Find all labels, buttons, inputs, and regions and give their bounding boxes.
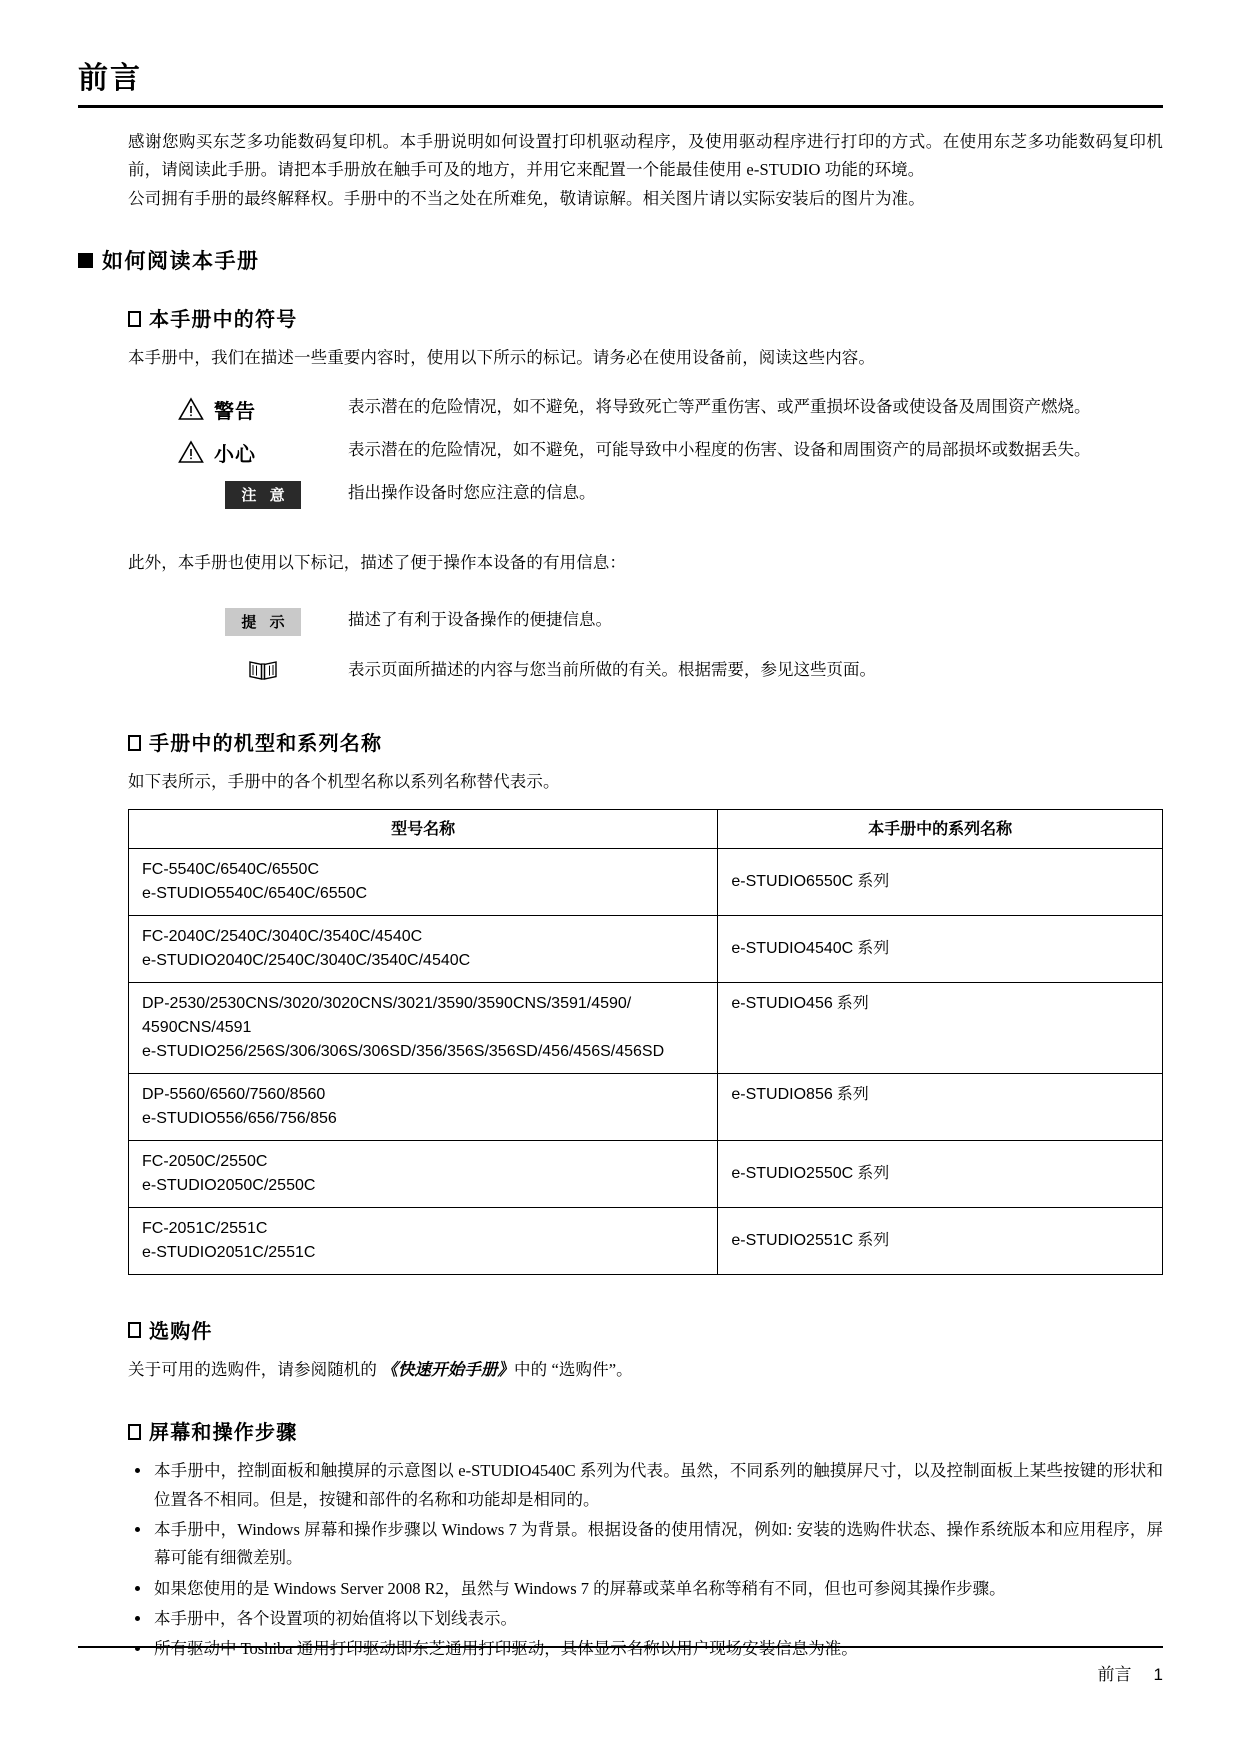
warning-description: 表示潜在的危险情况，如不避免，将导致死亡等严重伤害、或严重损坏设备或使设备及周围资产燃烧。 — [348, 396, 1091, 416]
model-line: e-STUDIO5540C/6540C/6550C — [142, 884, 368, 902]
models-table-body — [129, 848, 1163, 1274]
table-row — [129, 982, 1163, 1073]
warning-label: 警告 — [214, 398, 256, 423]
model-names-cell — [129, 1073, 718, 1140]
subsection-heading-models — [128, 727, 1163, 756]
section-heading-label: 如何阅读本手册 — [102, 249, 260, 274]
table-row — [129, 1140, 1163, 1207]
series-name: e-STUDIO856 — [731, 1085, 833, 1103]
model-line: FC-2050C/2550C — [142, 1152, 268, 1170]
warning-triangle-icon — [178, 397, 204, 421]
footer-label: 前言 — [1097, 1665, 1132, 1684]
model-line: FC-5540C/6540C/6550C — [142, 860, 319, 878]
series-suffix: 系列 — [832, 1085, 869, 1103]
model-names-cell — [129, 1140, 718, 1207]
tip-description: 描述了有利于设备操作的便捷信息。 — [348, 609, 612, 629]
symbols-extra-intro: 此外，本手册也使用以下标记，描述了便于操作本设备的有用信息： — [128, 553, 626, 573]
model-names-cell — [129, 915, 718, 982]
reference-description: 表示页面所描述的内容与您当前所做的有关。根据需要，参见这些页面。 — [348, 660, 876, 680]
options-text — [128, 1356, 1163, 1384]
model-line: DP-2530/2530CNS/3020/3020CNS/3021/3590/3590CNS/3591/4590/ — [142, 994, 632, 1012]
intro-block — [128, 128, 1163, 213]
subsection-heading-symbols — [128, 303, 1163, 332]
series-suffix: 系列 — [853, 939, 890, 957]
model-line: e-STUDIO556/656/756/856 — [142, 1109, 337, 1127]
series-name-cell — [718, 1073, 1163, 1140]
series-name-cell — [718, 1207, 1163, 1274]
options-text-after: 中的 “选购件”。 — [514, 1359, 633, 1379]
series-suffix: 系列 — [853, 1231, 890, 1249]
subsection-heading-label: 选购件 — [149, 1318, 213, 1343]
model-line: e-STUDIO256/256S/306/306S/306SD/356/356S/356SD/456/456S/456SD — [142, 1042, 665, 1060]
outline-box-icon — [128, 1424, 141, 1440]
series-name: e-STUDIO4540C — [731, 939, 854, 957]
model-line: DP-5560/6560/7560/8560 — [142, 1085, 326, 1103]
model-names-cell — [129, 1207, 718, 1274]
series-suffix: 系列 — [853, 1164, 890, 1182]
screens-section — [128, 1416, 1163, 1664]
model-line: e-STUDIO2050C/2550C — [142, 1176, 316, 1194]
series-name: e-STUDIO6550C — [731, 872, 854, 890]
series-suffix: 系列 — [853, 872, 890, 890]
page-content — [78, 112, 1163, 1666]
model-line: FC-2051C/2551C — [142, 1219, 268, 1237]
list-item: 所有驱动中 Toshiba 通用打印驱动即东芝通用打印驱动，具体显示名称以用户现场安装信息为准。 — [128, 1635, 1163, 1663]
series-name-cell — [718, 915, 1163, 982]
table-row — [129, 915, 1163, 982]
model-names-cell — [129, 848, 718, 915]
model-line: e-STUDIO2051C/2551C — [142, 1243, 316, 1261]
symbols-section — [128, 303, 1163, 687]
symbol-row-reference — [178, 656, 1163, 687]
outline-box-icon — [128, 735, 141, 751]
models-section — [128, 727, 1163, 1274]
subsection-heading-label: 本手册中的符号 — [149, 307, 298, 332]
symbols-intro-text: 本手册中，我们在描述一些重要内容时，使用以下所示的标记。请务必在使用设备前，阅读这些内容。 — [128, 348, 875, 368]
models-intro-text: 如下表所示，手册中的各个机型名称以系列名称替代表示。 — [128, 772, 560, 792]
caution-triangle-icon — [178, 440, 204, 464]
models-table — [128, 809, 1163, 1275]
series-name: e-STUDIO2551C — [731, 1231, 854, 1249]
series-name-cell — [718, 1140, 1163, 1207]
intro-paragraph-1: 感谢您购买东芝多功能数码复印机。本手册说明如何设置打印机驱动程序，及使用驱动程序进行打印的方式。在使用东芝多功能数码复印机前，请阅读此手册。请把本手册放在触手可及的地方，并用它来配置一个能最佳使用 e-STUDIO 功能的环境。 — [128, 132, 1163, 180]
page-title: 前言 — [78, 61, 142, 96]
section-heading-how-to-read — [78, 245, 1163, 275]
options-section — [128, 1315, 1163, 1384]
intro-paragraph-2: 公司拥有手册的最终解释权。手册中的不当之处在所难免，敬请谅解。相关图片请以实际安装后的图片为准。 — [128, 188, 925, 208]
caution-description: 表示潜在的危险情况，如不避免，可能导致中小程度的伤害、设备和周围资产的局部损坏或数据丢失。 — [348, 439, 1091, 459]
options-text-before: 关于可用的选购件，请参阅随机的 — [128, 1359, 382, 1379]
model-names-cell — [129, 982, 718, 1073]
series-name: e-STUDIO456 — [731, 994, 833, 1012]
model-line: e-STUDIO2040C/2540C/3040C/3540C/4540C — [142, 951, 471, 969]
list-item: 本手册中，各个设置项的初始值将以下划线表示。 — [128, 1605, 1163, 1633]
tip-tag-icon: 提 示 — [225, 608, 300, 637]
table-row — [129, 1207, 1163, 1274]
page-footer — [78, 1646, 1163, 1685]
table-header-row — [129, 809, 1163, 848]
subsection-heading-label: 手册中的机型和系列名称 — [149, 731, 383, 756]
header-rule — [78, 105, 1163, 108]
outline-box-icon — [128, 311, 141, 327]
symbol-row-note — [178, 479, 1163, 510]
table-row — [129, 1073, 1163, 1140]
series-name-cell — [718, 848, 1163, 915]
list-item: 本手册中，控制面板和触摸屏的示意图以 e-STUDIO4540C 系列为代表。虽然，不同系列的触摸屏尺寸，以及控制面板上某些按键的形状和位置各不相同。但是，按键和部件的名称和功能却是相同的。 — [128, 1457, 1163, 1514]
note-tag-icon: 注 意 — [225, 481, 300, 510]
quick-start-manual-reference: 《快速开始手册》 — [381, 1359, 515, 1379]
series-suffix: 系列 — [832, 994, 869, 1012]
series-name-cell — [718, 982, 1163, 1073]
outline-box-icon — [128, 1322, 141, 1338]
page-header — [78, 62, 1163, 108]
subsection-heading-screens — [128, 1416, 1163, 1445]
symbol-row-tip — [178, 606, 1163, 637]
model-line: FC-2040C/2540C/3040C/3540C/4540C — [142, 927, 423, 945]
list-item: 如果您使用的是 Windows Server 2008 R2，虽然与 Windows 7 的屏幕或菜单名称等稍有不同，但也可参阅其操作步骤。 — [128, 1575, 1163, 1603]
column-header-series: 本手册中的系列名称 — [718, 809, 1163, 848]
subsection-heading-label: 屏幕和操作步骤 — [149, 1420, 298, 1445]
caution-label: 小心 — [214, 441, 256, 466]
screens-bullet-list — [128, 1457, 1163, 1664]
footer-rule — [78, 1646, 1163, 1648]
column-header-model: 型号名称 — [129, 809, 718, 848]
table-row — [129, 848, 1163, 915]
list-item: 本手册中，Windows 屏幕和操作步骤以 Windows 7 为背景。根据设备的使用情况，例如: 安装的选购件状态、操作系统版本和应用程序，屏幕可能有细微差别。 — [128, 1516, 1163, 1573]
open-book-icon — [248, 658, 278, 687]
model-line: 4590CNS/4591 — [142, 1018, 252, 1036]
filled-square-icon — [78, 253, 93, 268]
series-name: e-STUDIO2550C — [731, 1164, 854, 1182]
note-description: 指出操作设备时您应注意的信息。 — [348, 482, 596, 502]
page-number: 1 — [1153, 1665, 1163, 1684]
subsection-heading-options — [128, 1315, 1163, 1344]
symbol-row-warning — [178, 393, 1163, 424]
symbol-row-caution — [178, 436, 1163, 467]
